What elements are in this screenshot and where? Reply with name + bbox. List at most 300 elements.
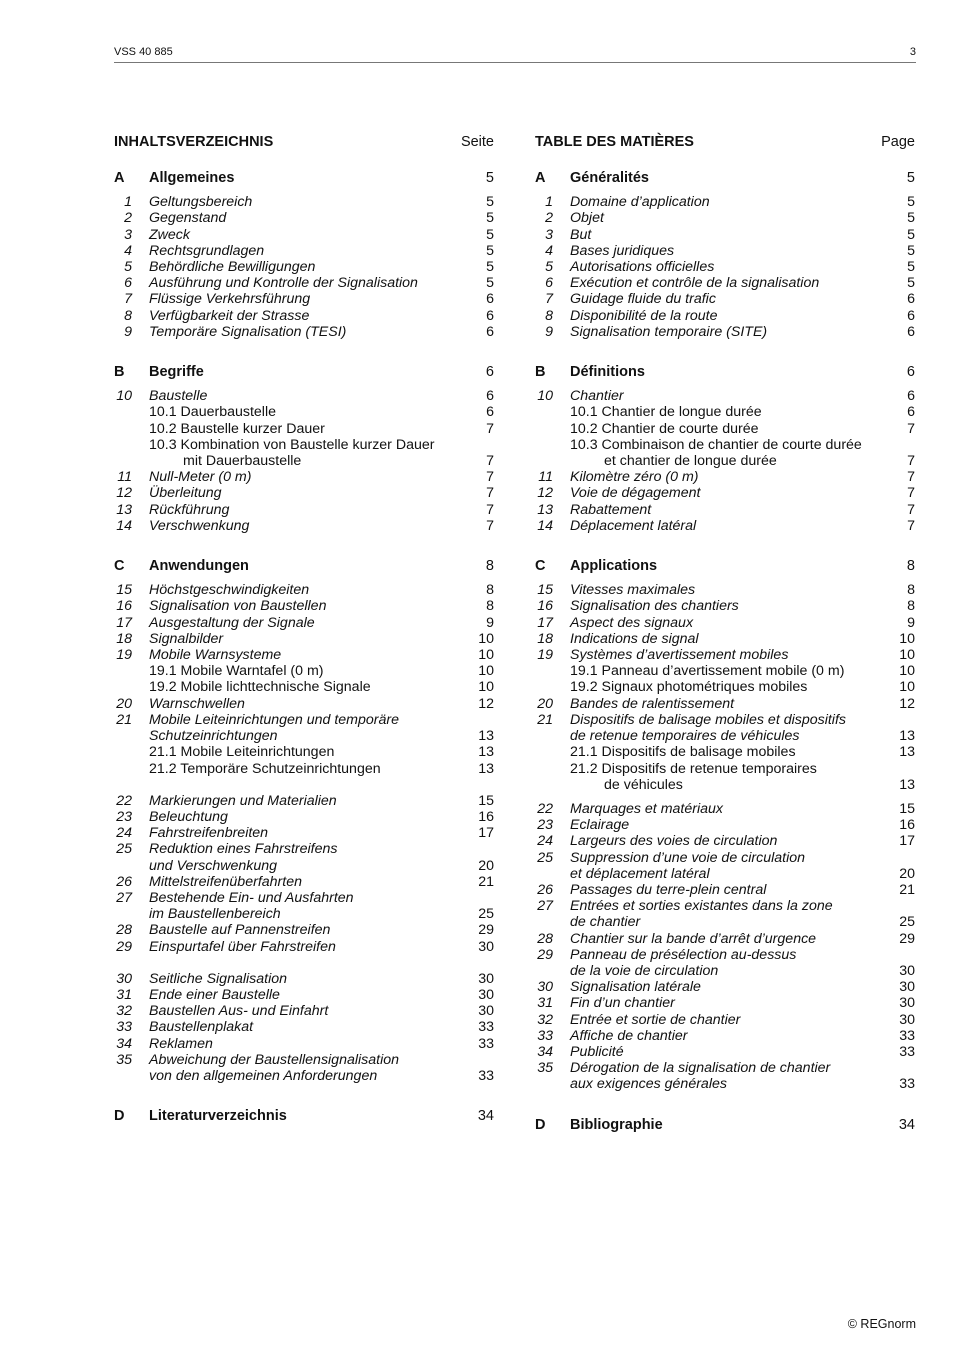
toc-entry bbox=[114, 793, 494, 809]
toc-entry-number: 13 bbox=[116, 501, 132, 518]
toc-entry-title-continuation: Schutzeinrichtungen bbox=[149, 728, 278, 745]
toc-entry-number: 19 bbox=[537, 647, 553, 664]
toc-section bbox=[114, 558, 494, 574]
toc-entry-title bbox=[149, 598, 494, 614]
toc-entry-page: 7 bbox=[907, 517, 915, 534]
toc-entry-title-continuation: und Verschwenkung bbox=[149, 857, 278, 874]
toc-entry-title bbox=[570, 485, 915, 501]
toc-subentry bbox=[535, 679, 915, 695]
toc-entry bbox=[535, 898, 915, 930]
toc-entry-number: 5 bbox=[545, 259, 553, 276]
toc-entry-page: 30 bbox=[478, 986, 494, 1003]
toc-entry-title-line: 10.2 Chantier de courte durée bbox=[570, 420, 759, 437]
toc-entry-number: 6 bbox=[545, 275, 553, 292]
toc-entry-title bbox=[149, 437, 494, 469]
toc-entry bbox=[535, 243, 915, 259]
toc-german bbox=[114, 134, 494, 1124]
toc-entry bbox=[535, 308, 915, 324]
toc-entry-title bbox=[149, 631, 494, 647]
toc-entry-number: 14 bbox=[537, 517, 553, 534]
toc-entry bbox=[114, 890, 494, 922]
toc-entry-title-continuation: et chantier de longue durée bbox=[604, 453, 777, 470]
toc-entry bbox=[535, 388, 915, 404]
toc-entry-title bbox=[149, 1036, 494, 1052]
toc-entry-page: 30 bbox=[478, 970, 494, 987]
toc-entry-title bbox=[149, 210, 494, 226]
toc-entry bbox=[114, 1003, 494, 1019]
toc-entry-number: D bbox=[114, 1108, 125, 1125]
toc-entry-title-line: Rabattement bbox=[570, 501, 652, 518]
toc-entry-page: 5 bbox=[907, 210, 915, 227]
toc-entry-title-line: Behördliche Bewilligungen bbox=[149, 259, 316, 276]
toc-entry-title-line: Bestehende Ein- und Ausfahrten bbox=[149, 889, 354, 906]
toc-entry-title-line: Aspect des signaux bbox=[570, 614, 694, 631]
toc-entry-title-line: Exécution et contrôle de la signalisation bbox=[570, 275, 820, 292]
toc-entry-title-line: Baustellenplakat bbox=[149, 1019, 254, 1036]
toc-entry-title-line: Suppression d’une voie de circulation bbox=[570, 849, 806, 866]
toc-entry-title-continuation: et déplacement latéral bbox=[570, 865, 710, 882]
toc-section bbox=[535, 170, 915, 186]
toc-section bbox=[535, 1117, 915, 1133]
toc-entry-title-line: Systèmes d’avertissement mobiles bbox=[570, 647, 789, 664]
toc-entry bbox=[114, 712, 494, 744]
toc-entry-page: 10 bbox=[899, 647, 915, 664]
toc-entry bbox=[114, 631, 494, 647]
toc-entry-title-line: Dérogation de la signalisation de chantier bbox=[570, 1060, 831, 1077]
toc-entry-title bbox=[149, 761, 494, 777]
toc-entry bbox=[114, 841, 494, 873]
toc-entry-title-continuation: mit Dauerbaustelle bbox=[183, 453, 302, 470]
toc-entry-title bbox=[570, 882, 915, 898]
toc-entry-page: 6 bbox=[907, 388, 915, 405]
toc-entry-title-line: Baustelle auf Pannenstreifen bbox=[149, 922, 331, 939]
toc-entry bbox=[114, 518, 494, 534]
toc-entry-title-line: Beleuchtung bbox=[149, 808, 228, 825]
toc-entry-title bbox=[149, 663, 494, 679]
toc-entry-page: 7 bbox=[486, 453, 494, 470]
toc-entry-title bbox=[570, 275, 915, 291]
toc-entry-page: 6 bbox=[907, 323, 915, 340]
toc-entry-number: 7 bbox=[545, 291, 553, 308]
toc-entry bbox=[114, 469, 494, 485]
toc-entry-title-line: Mobile Warnsysteme bbox=[149, 647, 282, 664]
toc-entry-title-line: Signalisation temporaire (SITE) bbox=[570, 323, 768, 340]
toc-entry-title bbox=[149, 291, 494, 307]
toc-entry bbox=[535, 615, 915, 631]
toc-entry-title-line: Signalisation des chantiers bbox=[570, 598, 739, 615]
toc-entry-title-line: Signalisation latérale bbox=[570, 979, 701, 996]
toc-entry bbox=[535, 227, 915, 243]
toc-entry-title bbox=[570, 817, 915, 833]
toc-entry-title-line: 10.3 Combinaison de chantier de courte durée bbox=[570, 436, 862, 453]
toc-entry-page: 20 bbox=[899, 865, 915, 882]
toc-entry-title bbox=[570, 801, 915, 817]
toc-entry-number: 22 bbox=[116, 792, 132, 809]
toc-entry-title-line: Reduktion eines Fahrstreifens bbox=[149, 841, 338, 858]
toc-entry-title-line: Bandes de ralentissement bbox=[570, 695, 735, 712]
toc-entry-title-line: Anwendungen bbox=[149, 558, 249, 575]
toc-entry-number: 6 bbox=[124, 275, 132, 292]
toc-entry-number: 24 bbox=[537, 833, 553, 850]
page-header bbox=[114, 44, 916, 63]
toc-entry-number: A bbox=[114, 170, 125, 186]
toc-entry-page: 8 bbox=[907, 582, 915, 599]
toc-entry-title bbox=[149, 227, 494, 243]
toc-entry-title-line: Guidage fluide du trafic bbox=[570, 291, 716, 308]
toc-entry-page: 5 bbox=[907, 226, 915, 243]
toc-entry-page: 7 bbox=[486, 469, 494, 486]
toc-entry-page: 6 bbox=[486, 291, 494, 308]
toc-entry-page: 5 bbox=[486, 275, 494, 292]
toc-entry-title bbox=[149, 744, 494, 760]
toc-entry-number: 30 bbox=[537, 979, 553, 996]
toc-subentry bbox=[114, 761, 494, 777]
toc-entry-number: 17 bbox=[537, 614, 553, 631]
toc-entry-title-line: Reklamen bbox=[149, 1035, 213, 1052]
toc-entry-page: 5 bbox=[486, 194, 494, 211]
page-column-label-de: Seite bbox=[460, 134, 494, 150]
toc-entry-number: 34 bbox=[116, 1035, 132, 1052]
toc-entry-page: 8 bbox=[486, 582, 494, 599]
toc-entry-page: 13 bbox=[899, 776, 915, 793]
toc-entry-title-line: Flüssige Verkehrsführung bbox=[149, 291, 311, 308]
toc-entry-title bbox=[570, 518, 915, 534]
toc-title-fr: TABLE DES MATIÈRES bbox=[535, 134, 694, 150]
toc-entry bbox=[114, 874, 494, 890]
toc-entry-page: 33 bbox=[899, 1043, 915, 1060]
toc-entry bbox=[535, 647, 915, 663]
toc-entry-number: 20 bbox=[116, 695, 132, 712]
toc-entry-title-line: Verschwenkung bbox=[149, 517, 250, 534]
toc-entry-title-line: Voie de dégagement bbox=[570, 485, 701, 502]
toc-entry bbox=[114, 502, 494, 518]
toc-entry bbox=[114, 696, 494, 712]
toc-entry-title-line: Rechtsgrundlagen bbox=[149, 242, 265, 259]
toc-entry-page: 10 bbox=[478, 663, 494, 680]
toc-entry-title bbox=[149, 404, 494, 420]
toc-entry-title-line: Null-Meter (0 m) bbox=[149, 469, 252, 486]
toc-entry-number: 32 bbox=[116, 1003, 132, 1020]
toc-entry-title bbox=[570, 227, 915, 243]
toc-entry-number: 16 bbox=[116, 598, 132, 615]
toc-entry-title bbox=[570, 647, 915, 663]
toc-entry-title bbox=[570, 469, 915, 485]
toc-entry-title bbox=[570, 324, 915, 340]
toc-entry-title bbox=[149, 243, 494, 259]
toc-entry-title-line: Fin d’un chantier bbox=[570, 995, 675, 1012]
toc-entry-number: 12 bbox=[116, 485, 132, 502]
toc-entry bbox=[114, 1052, 494, 1084]
toc-entry bbox=[535, 1012, 915, 1028]
toc-entry-page: 25 bbox=[478, 906, 494, 923]
toc-entry-number: 31 bbox=[537, 995, 553, 1012]
toc-entry-title bbox=[149, 469, 494, 485]
toc-entry-title-line: 19.2 Signaux photométriques mobiles bbox=[570, 679, 808, 696]
toc-entry-page: 20 bbox=[478, 857, 494, 874]
toc-entry-title bbox=[570, 502, 915, 518]
toc-entry-number: A bbox=[535, 170, 546, 186]
toc-entry-number: C bbox=[535, 558, 546, 575]
toc-entry-number: 3 bbox=[124, 226, 132, 243]
toc-entry-title-line: 19.1 Mobile Warntafel (0 m) bbox=[149, 663, 324, 680]
toc-entry-page: 5 bbox=[486, 210, 494, 227]
toc-entry-page: 17 bbox=[899, 833, 915, 850]
toc-entry-page: 12 bbox=[899, 695, 915, 712]
toc-entry-page: 12 bbox=[478, 695, 494, 712]
toc-entry-number: 15 bbox=[116, 582, 132, 599]
toc-entry-title bbox=[149, 421, 494, 437]
toc-entry bbox=[535, 291, 915, 307]
toc-entry-title bbox=[149, 793, 494, 809]
toc-entry bbox=[114, 615, 494, 631]
toc-entry-page: 5 bbox=[906, 170, 915, 186]
toc-entry-title-line: Begriffe bbox=[149, 364, 204, 381]
toc-entry-number: 16 bbox=[537, 598, 553, 615]
toc-entry bbox=[535, 931, 915, 947]
toc-section bbox=[114, 1108, 494, 1124]
toc-entry-number: 22 bbox=[537, 800, 553, 817]
toc-entry-title bbox=[149, 696, 494, 712]
toc-entry-title-line: Ausgestaltung der Signale bbox=[149, 614, 315, 631]
toc-entry bbox=[535, 518, 915, 534]
toc-entry-number: 18 bbox=[537, 630, 553, 647]
toc-entry-title-line: Objet bbox=[570, 210, 604, 227]
toc-subentry bbox=[535, 663, 915, 679]
toc-entry-title-line: 19.2 Mobile lichttechnische Signale bbox=[149, 679, 371, 696]
toc-entry-title bbox=[149, 194, 494, 210]
toc-entry-page: 9 bbox=[907, 614, 915, 631]
toc-entry-title-line: But bbox=[570, 226, 592, 243]
toc-subentry bbox=[535, 404, 915, 420]
toc-entry bbox=[114, 582, 494, 598]
page-column-label-fr: Page bbox=[881, 134, 915, 150]
toc-entry bbox=[114, 939, 494, 955]
toc-entry-page: 10 bbox=[899, 663, 915, 680]
toc-entry-title-line: Allgemeines bbox=[149, 170, 235, 186]
toc-entry-number: 15 bbox=[537, 582, 553, 599]
toc-entry-title bbox=[149, 922, 494, 938]
toc-entry-page: 25 bbox=[899, 914, 915, 931]
toc-entry-number: 9 bbox=[545, 323, 553, 340]
toc-entry-title bbox=[149, 518, 494, 534]
toc-entry-title bbox=[149, 987, 494, 1003]
toc-entry-title bbox=[149, 1003, 494, 1019]
toc-entry-title bbox=[570, 1044, 915, 1060]
toc-entry bbox=[535, 1028, 915, 1044]
toc-entry bbox=[114, 647, 494, 663]
toc-entry-title-continuation: aux exigences générales bbox=[570, 1076, 727, 1093]
toc-entry-title bbox=[570, 404, 915, 420]
toc-entry-title bbox=[570, 582, 915, 598]
toc-entry-number: 1 bbox=[124, 194, 132, 211]
toc-entry-title bbox=[149, 275, 494, 291]
toc-entry-page: 16 bbox=[899, 817, 915, 834]
toc-entry-title bbox=[149, 874, 494, 890]
toc-entry-title-line: Généralités bbox=[570, 170, 649, 186]
toc-entry-page: 10 bbox=[478, 679, 494, 696]
toc-entry-title bbox=[149, 582, 494, 598]
toc-entry-title-line: Seitliche Signalisation bbox=[149, 970, 288, 987]
toc-entry-title-line: Bases juridiques bbox=[570, 242, 675, 259]
document-id: VSS 40 885 bbox=[114, 46, 173, 58]
toc-entry-title-line: 21.2 Dispositifs de retenue temporaires bbox=[570, 760, 817, 777]
toc-entry-title-line: Baustelle bbox=[149, 388, 208, 405]
toc-entry-title-line: Temporäre Signalisation (TESI) bbox=[149, 323, 347, 340]
toc-entry-number: 4 bbox=[124, 242, 132, 259]
toc-entry bbox=[114, 825, 494, 841]
toc-entry-number: 27 bbox=[116, 889, 132, 906]
toc-entry bbox=[114, 598, 494, 614]
toc-entry-page: 10 bbox=[899, 630, 915, 647]
toc-entry-page: 7 bbox=[486, 501, 494, 518]
toc-entries-fr bbox=[535, 170, 915, 1133]
toc-entry-title-line: Entrée et sortie de chantier bbox=[570, 1011, 741, 1028]
toc-entry-title bbox=[149, 388, 494, 404]
toc-entry-page: 6 bbox=[486, 307, 494, 324]
toc-entry-title-line: Gegenstand bbox=[149, 210, 227, 227]
toc-entry-page: 29 bbox=[478, 922, 494, 939]
toc-entry-page: 33 bbox=[478, 1067, 494, 1084]
toc-entry-title-line: Disponibilité de la route bbox=[570, 307, 718, 324]
toc-entry-number: 8 bbox=[545, 307, 553, 324]
toc-entry-title bbox=[149, 1052, 494, 1084]
toc-entry-title-line: Höchstgeschwindigkeiten bbox=[149, 582, 310, 599]
toc-entry bbox=[535, 194, 915, 210]
toc-entry-page: 5 bbox=[907, 194, 915, 211]
toc-entry-page: 33 bbox=[478, 1035, 494, 1052]
toc-entry-title-line: Zweck bbox=[149, 226, 190, 243]
toc-entry-page: 5 bbox=[907, 242, 915, 259]
toc-entry-title bbox=[570, 696, 915, 712]
toc-entry-page: 30 bbox=[899, 1011, 915, 1028]
toc-entry-number: 7 bbox=[124, 291, 132, 308]
toc-entry-page: 10 bbox=[478, 630, 494, 647]
toc-entry bbox=[535, 324, 915, 340]
toc-entry-title bbox=[570, 744, 915, 760]
toc-french bbox=[535, 134, 915, 1133]
toc-entry-number: 9 bbox=[124, 323, 132, 340]
toc-entry-page: 8 bbox=[486, 598, 494, 615]
toc-entry-title-continuation: im Baustellenbereich bbox=[149, 906, 281, 923]
toc-entry-number: 26 bbox=[537, 881, 553, 898]
toc-entry-number: 29 bbox=[537, 946, 553, 963]
toc-entry bbox=[114, 243, 494, 259]
toc-entry-title-line: Einspurtafel über Fahrstreifen bbox=[149, 938, 336, 955]
toc-entry-page: 13 bbox=[478, 744, 494, 761]
toc-entry-number: 21 bbox=[537, 711, 553, 728]
toc-entry-title bbox=[570, 931, 915, 947]
toc-entry-number: 21 bbox=[116, 711, 132, 728]
toc-entry-title bbox=[570, 194, 915, 210]
toc-entry-number: 29 bbox=[116, 938, 132, 955]
toc-entry-title bbox=[570, 1117, 915, 1133]
toc-entry-title-continuation: de la voie de circulation bbox=[570, 962, 719, 979]
toc-entry-title bbox=[149, 308, 494, 324]
toc-entry-number: 11 bbox=[117, 469, 132, 486]
toc-subentry bbox=[114, 421, 494, 437]
toc-entry-title-line: Domaine d’application bbox=[570, 194, 710, 211]
toc-subentry bbox=[114, 437, 494, 469]
toc-entry-title-line: 21.1 Mobile Leiteinrichtungen bbox=[149, 744, 335, 761]
toc-entry-page: 6 bbox=[485, 364, 494, 381]
toc-entry-page: 7 bbox=[907, 469, 915, 486]
toc-subentry bbox=[114, 679, 494, 695]
toc-section bbox=[535, 364, 915, 380]
toc-entry bbox=[114, 259, 494, 275]
toc-entry-page: 7 bbox=[907, 453, 915, 470]
toc-entry-title bbox=[570, 558, 915, 574]
toc-entry-page: 13 bbox=[478, 728, 494, 745]
toc-entry-page: 17 bbox=[478, 825, 494, 842]
toc-entry-page: 10 bbox=[478, 647, 494, 664]
toc-entry-title-line: Entrées et sorties existantes dans la zone bbox=[570, 898, 833, 915]
toc-subentry bbox=[114, 744, 494, 760]
toc-entry bbox=[535, 801, 915, 817]
toc-entry-number: 12 bbox=[537, 485, 553, 502]
toc-entry-title bbox=[570, 170, 915, 186]
toc-entry bbox=[535, 259, 915, 275]
toc-entry-title bbox=[570, 308, 915, 324]
toc-entry-title bbox=[149, 502, 494, 518]
toc-entry-page: 10 bbox=[899, 679, 915, 696]
toc-entry bbox=[535, 210, 915, 226]
toc-entry-page: 5 bbox=[907, 275, 915, 292]
toc-section bbox=[114, 364, 494, 380]
toc-entry-number: 33 bbox=[537, 1027, 553, 1044]
toc-entry-page: 33 bbox=[478, 1019, 494, 1036]
toc-entry-title-continuation: von den allgemeinen Anforderungen bbox=[149, 1067, 378, 1084]
toc-entry-page: 34 bbox=[898, 1116, 915, 1133]
toc-entry bbox=[114, 210, 494, 226]
toc-entry bbox=[535, 1044, 915, 1060]
toc-entry-title-continuation: de retenue temporaires de véhicules bbox=[570, 728, 800, 745]
toc-entry-title-line: Eclairage bbox=[570, 817, 630, 834]
toc-entry-page: 21 bbox=[899, 881, 915, 898]
toc-subentry bbox=[114, 663, 494, 679]
toc-entry-title bbox=[149, 825, 494, 841]
toc-section bbox=[114, 170, 494, 186]
toc-entry-number: 30 bbox=[116, 970, 132, 987]
toc-entry-number: 1 bbox=[545, 194, 553, 211]
toc-entry-page: 6 bbox=[486, 388, 494, 405]
toc-entry bbox=[535, 696, 915, 712]
toc-entry-page: 8 bbox=[907, 598, 915, 615]
toc-entry-title bbox=[570, 898, 915, 930]
toc-entry-title-line: Ausführung und Kontrolle der Signalisation bbox=[149, 275, 418, 292]
toc-entry-title bbox=[570, 388, 915, 404]
toc-entry-title bbox=[149, 485, 494, 501]
toc-entry-title-line: 10.1 Chantier de longue durée bbox=[570, 404, 762, 421]
toc-entry-title-line: Baustellen Aus- und Einfahrt bbox=[149, 1003, 329, 1020]
toc-entry bbox=[535, 598, 915, 614]
toc-entry-page: 33 bbox=[899, 1076, 915, 1093]
toc-entry-number: 5 bbox=[124, 259, 132, 276]
toc-entry-title bbox=[570, 259, 915, 275]
toc-entry-title bbox=[149, 364, 494, 380]
toc-entry-page: 15 bbox=[899, 800, 915, 817]
toc-entry-page: 6 bbox=[906, 364, 915, 381]
toc-entry-number: 27 bbox=[537, 898, 553, 915]
toc-subentry bbox=[535, 437, 915, 469]
toc-entry bbox=[535, 469, 915, 485]
toc-subentry bbox=[114, 404, 494, 420]
toc-title-de: INHALTSVERZEICHNIS bbox=[114, 134, 274, 150]
toc-entry-title-line: Vitesses maximales bbox=[570, 582, 696, 599]
toc-entry bbox=[114, 291, 494, 307]
toc-entry-number: 8 bbox=[124, 307, 132, 324]
toc-entry-title-line: Dispositifs de balisage mobiles et dispositifs bbox=[570, 711, 846, 728]
toc-entry bbox=[114, 987, 494, 1003]
